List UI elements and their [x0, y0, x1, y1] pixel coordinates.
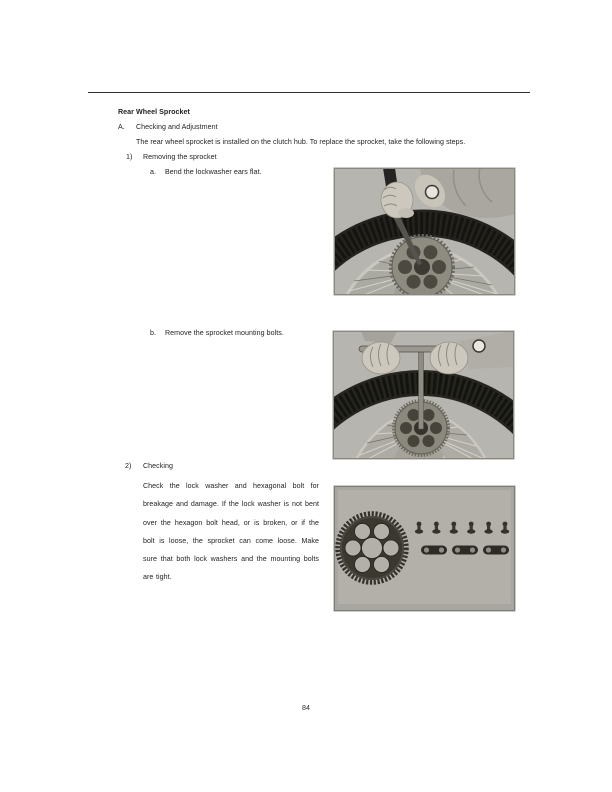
bend-lockwasher-photo — [334, 168, 515, 295]
step1-title: Removing the sprocket — [143, 153, 217, 161]
step1a-label: a. — [150, 168, 157, 176]
wristwatch — [473, 340, 485, 352]
lock-washer-plates — [421, 546, 509, 555]
step1a-text: Bend the lockwasher ears flat. — [165, 168, 262, 176]
remove-bolts-illustration — [333, 331, 514, 459]
step2-body: Check the lock washer and hexagonal bolt for breakage and damage. If the lock washer is not bent over the hexagon bolt head, or is broken, or if the bolt is loose, the sprocket can come loose. Make sure that both lock washers and the mounting bolts are tight. — [143, 482, 319, 582]
header-rule — [88, 92, 530, 93]
wristwatch — [426, 186, 439, 199]
left-hand — [362, 342, 400, 374]
subsection-title: Checking and Adjustment — [136, 123, 218, 131]
step1b-text: Remove the sprocket mounting bolts. — [165, 329, 284, 337]
step1b-label: b. — [150, 329, 157, 337]
section-title: Rear Wheel Sprocket — [118, 108, 190, 116]
remove-bolts-photo — [333, 331, 514, 459]
page-number: 84 — [302, 704, 310, 712]
rear-sprocket — [338, 514, 406, 582]
step1-number: 1) — [126, 153, 133, 161]
step2-title: Checking — [143, 462, 173, 470]
bend-lockwasher-illustration — [334, 168, 515, 295]
sprocket-parts-photo — [334, 486, 515, 611]
wrench-shaft — [419, 352, 424, 429]
subsection-label: A. — [118, 123, 125, 131]
right-hand — [430, 342, 468, 374]
sprocket-parts-illustration — [334, 486, 515, 611]
step2-number: 2) — [125, 462, 132, 470]
intro-text: The rear wheel sprocket is installed on the clutch hub. To replace the sprocket, take the following steps. — [136, 138, 466, 146]
